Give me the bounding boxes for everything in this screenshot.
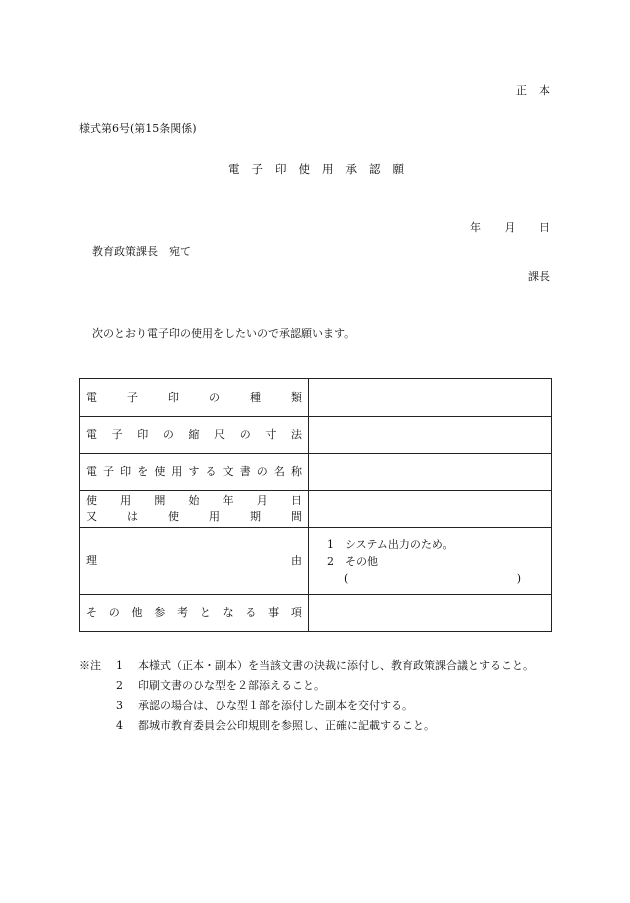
- reason-option-1: 1 システム出力のため。: [327, 537, 454, 551]
- title-char: 用: [322, 162, 334, 176]
- application-table: [79, 378, 552, 632]
- table-row: [80, 417, 552, 454]
- title-char: 電: [228, 162, 240, 176]
- table-row: [80, 491, 552, 528]
- usage-period-value[interactable]: [309, 491, 552, 528]
- copy-mark-char: 正: [516, 84, 527, 97]
- title-char: 印: [275, 162, 287, 176]
- seal-scale-value[interactable]: [309, 417, 552, 454]
- note-item: ※注 1 本様式（正本・副本）を当該文書の決裁に添付し、教育政策課合議とすること。: [79, 656, 534, 676]
- notes-prefix: ※注: [79, 659, 101, 672]
- copy-mark-char: 本: [539, 84, 550, 97]
- table-row: [80, 595, 552, 632]
- intro-text: 次のとおり電子印の使用をしたいので承認願います。: [92, 327, 356, 340]
- date-year: 年: [470, 221, 481, 234]
- document-name-value[interactable]: [309, 454, 552, 491]
- title-char: 使: [298, 162, 310, 176]
- row-label-seal-scale: 電 子 印 の 縮 尺 の 寸 法: [80, 417, 309, 454]
- reason-value[interactable]: [309, 528, 552, 595]
- seal-type-value[interactable]: [309, 379, 552, 417]
- note-item: 2 印刷文書のひな型を２部添えること。: [116, 679, 325, 692]
- row-label-reason: 理 由: [80, 528, 309, 595]
- date-day: 日: [539, 221, 550, 234]
- reason-option-2: 2 その他: [327, 554, 378, 568]
- row-label-seal-type: 電 子 印 の 種 類: [80, 379, 309, 417]
- title-char: 願: [392, 162, 404, 176]
- sender: 課長: [528, 270, 550, 283]
- row-label-usage-period: 使 用 開 始 年 月 日 又 は 使 用 期 間: [80, 491, 309, 528]
- form-number: 様式第6号(第15条関係): [79, 122, 197, 135]
- title-char: 承: [345, 162, 357, 176]
- date-month: 月: [504, 221, 516, 234]
- table-row: [80, 528, 552, 595]
- document-title: [228, 161, 404, 177]
- note-item: 4 都城市教育委員会公印規則を参照し、正確に記載すること。: [116, 719, 435, 732]
- title-char: 子: [251, 162, 263, 176]
- notes: [79, 656, 534, 736]
- title-char: 認: [369, 162, 381, 176]
- table-row: [80, 379, 552, 417]
- other-references-value[interactable]: [309, 595, 552, 632]
- addressee: 教育政策課長 宛て: [92, 245, 191, 258]
- row-label-document-name: 電 子 印 を 使 用 す る 文 書 の 名 称: [80, 454, 309, 491]
- date-field: [470, 219, 550, 235]
- copy-mark: [516, 82, 550, 98]
- reason-other-blank: ( ): [344, 571, 521, 585]
- row-label-other-references: そ の 他 参 考 と な る 事 項: [80, 595, 309, 632]
- table-row: [80, 454, 552, 491]
- note-item: 3 承認の場合は、ひな型１部を添付した副本を交付する。: [116, 699, 413, 712]
